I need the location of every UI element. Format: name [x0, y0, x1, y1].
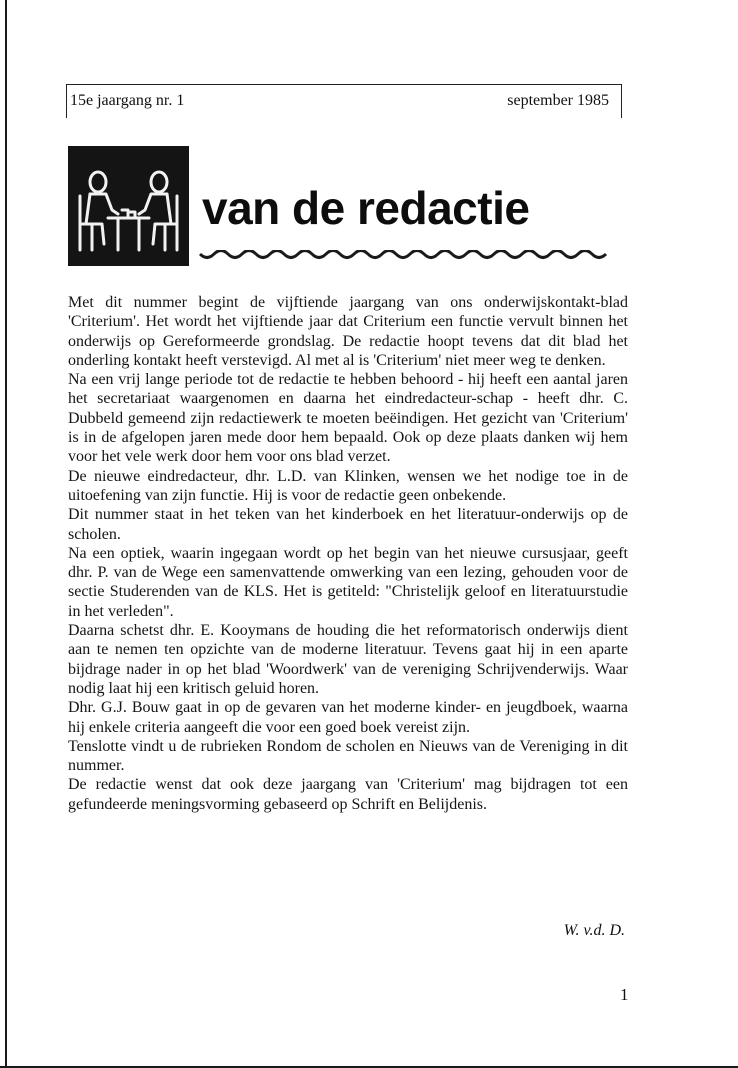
paragraph: De nieuwe eindredacteur, dhr. L.D. van Klinken, wensen we het nodige toe in de uitoefening van zijn functie. Hij is voor de redactie geen onbekende.: [68, 467, 628, 504]
paragraph: Met dit nummer begint de vijftiende jaargang van ons onderwijskontakt-blad 'Criterium'. Het wordt het vijftiende jaar dat Criterium een functie vervult binnen het onderwijs op Gereformeerde grondslag. De redactie hoopt tevens dat dit blad het onderling kontakt heeft verstevigd. Al met al is 'Criterium' niet meer weg te denken.: [68, 294, 628, 369]
wavy-underline: [198, 250, 608, 264]
paragraph: Dit nummer staat in het teken van het kinderboek en het literatuur-onderwijs op de scholen.: [68, 506, 628, 543]
two-people-at-table-icon: [68, 146, 189, 266]
paragraph: De redactie wenst dat ook deze jaargang van 'Criterium' mag bijdragen tot een gefundeerde meningsvorming gebaseerd op Schrift en Belijdenis.: [68, 776, 628, 813]
left-edge-line: [5, 0, 7, 1068]
paragraph: Na een vrij lange periode tot de redactie te hebben behoord - hij heeft een aantal jaren het secretariaat waargenomen en daarna het eindredacteur-schap - heeft dhr. C. Dubbeld gemeend zijn redactiewerk te moeten beëindigen. Het gezicht van 'Criterium' is in de afgelopen jaren mede door hem bepaald. Ook op deze plaats danken wij hem voor het vele werk door hem voor ons blad verzet.: [68, 371, 628, 466]
paragraph: Tenslotte vindt u de rubrieken Rondom de scholen en Nieuws van de Vereniging in dit nummer.: [68, 737, 628, 775]
paragraph: Dhr. G.J. Bouw gaat in op de gevaren van het moderne kinder- en jeugdboek, waarna hij enkele criteria aangeeft die voor een goed boek vereist zijn.: [68, 699, 628, 736]
issue-number: 15e jaargang nr. 1: [70, 92, 185, 109]
paragraph: Na een optiek, waarin ingegaan wordt op het begin van het nieuwe cursusjaar, geeft dhr. P. van de Wege een samenvattende omwerking van een lezing, gehouden voor de sectie Studerenden van de KLS. Het is getiteld: "Christelijk geloof en literatuurstudie in het verleden".: [68, 544, 628, 620]
masthead: [66, 84, 622, 118]
author-signature: W. v.d. D.: [563, 922, 625, 939]
page-title: van de redactie: [202, 182, 530, 234]
paragraph: Daarna schetst dhr. E. Kooymans de houding die het reformatorisch onderwijs dient aan te nemen ten opzichte van de moderne literatuur. Tevens gaat hij in een aparte bijdrage nader in op het blad 'Woordwerk' van de vereniging Schrijvenderwijs. Waar nodig laat hij een kritisch geluid horen.: [68, 622, 628, 697]
issue-date: september 1985: [507, 92, 609, 109]
article-body: [68, 293, 628, 814]
page-number: 1: [620, 985, 629, 1004]
